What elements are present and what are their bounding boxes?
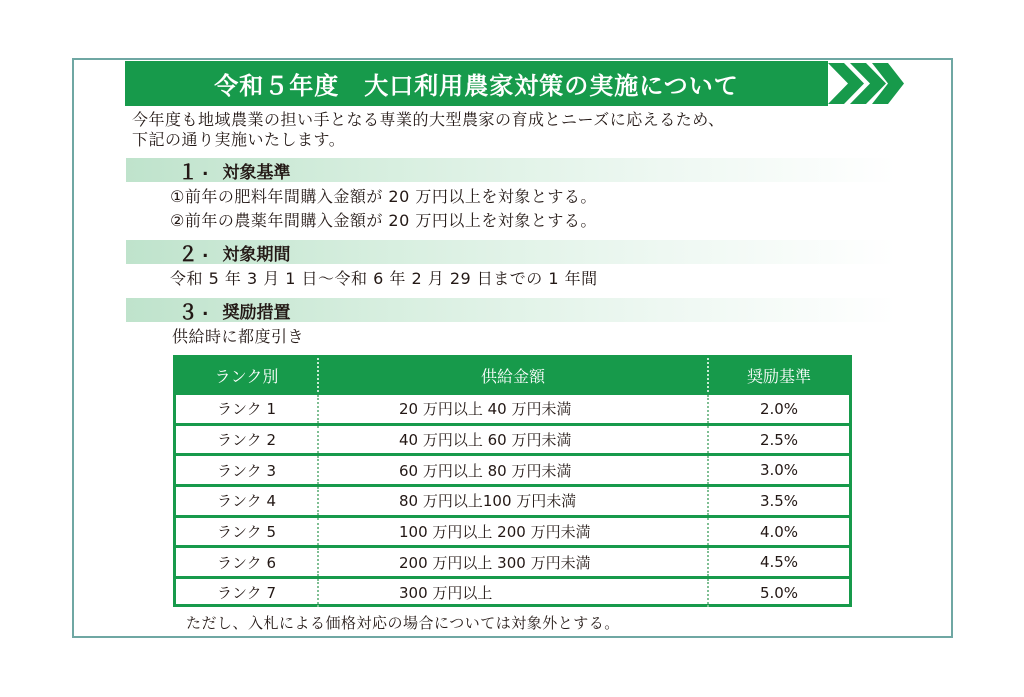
table-header <box>176 358 849 392</box>
table-row <box>176 545 849 576</box>
rank-cell: ランク 5 <box>216 523 276 542</box>
section-heading-2: ２ . 対象期間 <box>126 240 896 264</box>
header-amount: 供給金額 <box>317 358 707 392</box>
section-heading-3: ３ . 奨励措置 <box>126 298 896 322</box>
rate-cell: 2.0% <box>707 395 849 423</box>
amount-cell: 300 万円以上 <box>317 579 707 607</box>
rate-cell: 3.0% <box>707 456 849 484</box>
page-title: 令和５年度 大口利用農家対策の実施について <box>125 61 828 106</box>
rank-cell: ランク 2 <box>216 431 276 450</box>
rank-cell: ランク 6 <box>216 553 276 572</box>
amount-cell: 40 万円以上 60 万円未満 <box>317 426 707 454</box>
table-row <box>176 576 849 607</box>
section-heading-1: １ . 対象基準 <box>126 158 896 182</box>
chevron-right-icon <box>826 61 906 106</box>
rank-table <box>173 355 852 607</box>
rate-cell: 4.5% <box>707 548 849 576</box>
table-row <box>176 423 849 454</box>
rank-cell: ランク 7 <box>216 584 276 603</box>
rate-cell: 4.0% <box>707 518 849 546</box>
table-row <box>176 484 849 515</box>
criteria-line-1: ①前年の肥料年間購入金額が 20 万円以上を対象とする。 <box>170 187 597 206</box>
rate-cell: 3.5% <box>707 487 849 515</box>
rank-cell: ランク 1 <box>216 400 276 419</box>
table-row <box>176 392 849 423</box>
period-line: 令和 5 年 3 月 1 日～令和 6 年 2 月 29 日までの 1 年間 <box>170 269 598 288</box>
header-rate: 奨励基準 <box>707 358 849 392</box>
amount-cell: 60 万円以上 80 万円未満 <box>317 456 707 484</box>
criteria-line-2: ②前年の農薬年間購入金額が 20 万円以上を対象とする。 <box>170 211 597 230</box>
exclusion-note: ただし、入札による価格対応の場合については対象外とする。 <box>186 614 620 632</box>
rate-cell: 5.0% <box>707 579 849 607</box>
rank-cell: ランク 4 <box>216 492 276 511</box>
amount-cell: 80 万円以上100 万円未満 <box>317 487 707 515</box>
amount-cell: 200 万円以上 300 万円未満 <box>317 548 707 576</box>
rank-cell: ランク 3 <box>216 461 276 480</box>
header-rank: ランク別 <box>214 366 279 386</box>
table-row <box>176 515 849 546</box>
intro-text: 今年度も地域農業の担い手となる専業的大型農家の育成とニーズに応えるため、 下記の通り実施いたします。 <box>132 110 725 149</box>
incentive-line: 供給時に都度引き <box>172 327 305 346</box>
table-row <box>176 453 849 484</box>
amount-cell: 20 万円以上 40 万円未満 <box>317 395 707 423</box>
amount-cell: 100 万円以上 200 万円未満 <box>317 518 707 546</box>
rate-cell: 2.5% <box>707 426 849 454</box>
